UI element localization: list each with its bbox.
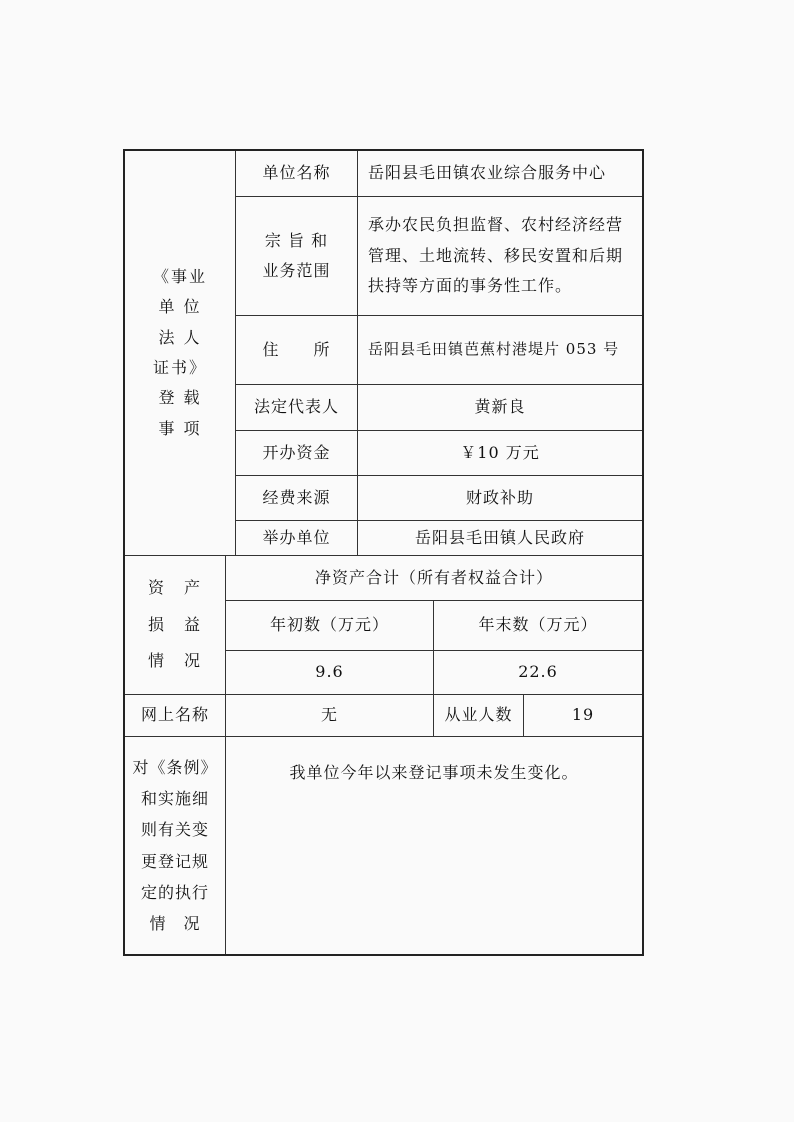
label-funding-source: 经费来源 bbox=[262, 487, 331, 507]
registration-section-label: 《事业 单 位 法 人 证书》 登 载 事 项 bbox=[152, 266, 207, 438]
year-end-value: 22.6 bbox=[518, 662, 558, 682]
label-address: 住 所 bbox=[262, 339, 331, 359]
value-funding-source: 财政补助 bbox=[465, 487, 534, 507]
value-start-capital: ￥10 万元 bbox=[460, 442, 540, 462]
year-start-value: 9.6 bbox=[315, 662, 344, 682]
compliance-value: 我单位今年以来登记事项未发生变化。 bbox=[289, 763, 579, 782]
value-unit-name: 岳阳县毛田镇农业综合服务中心 bbox=[368, 163, 607, 183]
value-sponsor-unit: 岳阳县毛田镇人民政府 bbox=[414, 527, 585, 547]
label-purpose-scope: 宗 旨 和 业务范围 bbox=[262, 230, 331, 280]
value-legal-representative: 黄新良 bbox=[474, 397, 526, 417]
label-legal-representative: 法定代表人 bbox=[253, 397, 339, 417]
value-purpose-scope: 承办农民负担监督、农村经济经营管理、土地流转、移民安置和后期扶持等方面的事务性工作。 bbox=[368, 215, 624, 296]
label-unit-name: 单位名称 bbox=[262, 163, 331, 183]
year-start-header: 年初数（万元） bbox=[269, 615, 389, 635]
value-staff-count: 19 bbox=[571, 705, 595, 725]
registration-form-table bbox=[123, 149, 644, 956]
label-sponsor-unit: 举办单位 bbox=[262, 527, 331, 547]
value-address: 岳阳县毛田镇芭蕉村港堤片 053 号 bbox=[368, 340, 620, 359]
label-start-capital: 开办资金 bbox=[262, 442, 331, 462]
label-staff-count: 从业人数 bbox=[444, 705, 513, 725]
year-end-header: 年末数（万元） bbox=[478, 615, 598, 635]
assets-section-label: 资 产 损 益 情 况 bbox=[147, 577, 202, 671]
net-assets-header: 净资产合计（所有者权益合计） bbox=[314, 567, 553, 587]
value-online-name: 无 bbox=[320, 705, 338, 725]
compliance-label: 对《条例》 和实施细 则有关变 更登记规 定的执行 情 况 bbox=[132, 757, 218, 933]
label-online-name: 网上名称 bbox=[140, 705, 209, 725]
